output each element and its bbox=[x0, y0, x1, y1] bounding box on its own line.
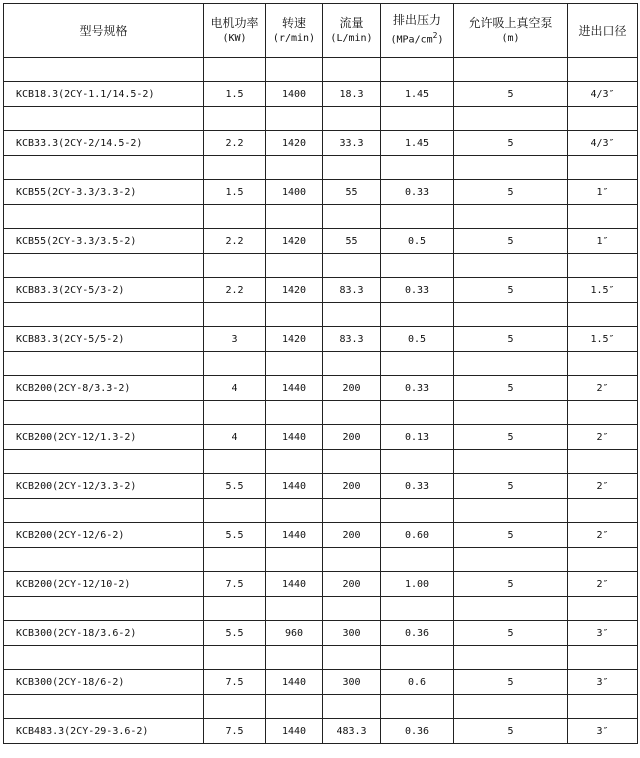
cell-suction: 5 bbox=[454, 621, 568, 646]
cell-speed: 1440 bbox=[266, 572, 323, 597]
cell-port: 2″ bbox=[568, 376, 638, 401]
empty-cell bbox=[4, 646, 204, 670]
empty-cell bbox=[266, 646, 323, 670]
cell-flow: 300 bbox=[323, 670, 381, 695]
empty-cell bbox=[381, 548, 454, 572]
empty-cell bbox=[454, 205, 568, 229]
empty-cell bbox=[381, 156, 454, 180]
cell-model: KCB18.3(2CY-1.1/14.5-2) bbox=[4, 82, 204, 107]
header-port: 进出口径 bbox=[568, 4, 638, 58]
cell-model: KCB200(2CY-12/6-2) bbox=[4, 523, 204, 548]
cell-flow: 18.3 bbox=[323, 82, 381, 107]
empty-cell bbox=[454, 303, 568, 327]
cell-speed: 1440 bbox=[266, 670, 323, 695]
spacer-row bbox=[4, 695, 638, 719]
header-power: 电机功率 (KW) bbox=[204, 4, 266, 58]
empty-cell bbox=[266, 107, 323, 131]
empty-cell bbox=[323, 646, 381, 670]
cell-power: 5.5 bbox=[204, 523, 266, 548]
cell-power: 2.2 bbox=[204, 229, 266, 254]
empty-cell bbox=[323, 401, 381, 425]
table-row bbox=[4, 719, 638, 744]
empty-cell bbox=[381, 352, 454, 376]
empty-cell bbox=[204, 695, 266, 719]
table-row bbox=[4, 621, 638, 646]
empty-cell bbox=[568, 695, 638, 719]
cell-power: 4 bbox=[204, 376, 266, 401]
cell-flow: 200 bbox=[323, 425, 381, 450]
table-row bbox=[4, 474, 638, 499]
cell-speed: 960 bbox=[266, 621, 323, 646]
empty-cell bbox=[454, 401, 568, 425]
empty-cell bbox=[204, 499, 266, 523]
cell-speed: 1420 bbox=[266, 327, 323, 352]
cell-speed: 1400 bbox=[266, 180, 323, 205]
spacer-row bbox=[4, 107, 638, 131]
empty-cell bbox=[4, 205, 204, 229]
empty-cell bbox=[454, 254, 568, 278]
empty-cell bbox=[454, 352, 568, 376]
cell-suction: 5 bbox=[454, 670, 568, 695]
empty-cell bbox=[204, 646, 266, 670]
empty-cell bbox=[568, 58, 638, 82]
cell-speed: 1420 bbox=[266, 229, 323, 254]
cell-speed: 1420 bbox=[266, 278, 323, 303]
spacer-row bbox=[4, 303, 638, 327]
empty-cell bbox=[454, 695, 568, 719]
cell-suction: 5 bbox=[454, 474, 568, 499]
cell-pressure: 0.33 bbox=[381, 376, 454, 401]
cell-speed: 1440 bbox=[266, 523, 323, 548]
cell-suction: 5 bbox=[454, 425, 568, 450]
empty-cell bbox=[568, 548, 638, 572]
empty-cell bbox=[204, 58, 266, 82]
spacer-row bbox=[4, 254, 638, 278]
cell-power: 2.2 bbox=[204, 278, 266, 303]
empty-cell bbox=[454, 499, 568, 523]
empty-cell bbox=[4, 58, 204, 82]
cell-pressure: 1.00 bbox=[381, 572, 454, 597]
cell-port: 1.5″ bbox=[568, 278, 638, 303]
cell-model: KCB200(2CY-8/3.3-2) bbox=[4, 376, 204, 401]
cell-flow: 300 bbox=[323, 621, 381, 646]
empty-cell bbox=[266, 548, 323, 572]
cell-model: KCB200(2CY-12/1.3-2) bbox=[4, 425, 204, 450]
empty-cell bbox=[266, 352, 323, 376]
empty-cell bbox=[204, 303, 266, 327]
spacer-row bbox=[4, 58, 638, 82]
cell-model: KCB300(2CY-18/3.6-2) bbox=[4, 621, 204, 646]
cell-port: 1″ bbox=[568, 180, 638, 205]
cell-power: 5.5 bbox=[204, 474, 266, 499]
cell-flow: 200 bbox=[323, 523, 381, 548]
empty-cell bbox=[4, 597, 204, 621]
empty-cell bbox=[568, 205, 638, 229]
cell-port: 2″ bbox=[568, 474, 638, 499]
header-pressure: 排出压力 $(MPa/cm^2)$ bbox=[381, 4, 454, 58]
cell-flow: 200 bbox=[323, 474, 381, 499]
empty-cell bbox=[323, 107, 381, 131]
cell-pressure: 0.33 bbox=[381, 278, 454, 303]
cell-port: 1″ bbox=[568, 229, 638, 254]
empty-cell bbox=[323, 254, 381, 278]
empty-cell bbox=[323, 156, 381, 180]
empty-cell bbox=[266, 303, 323, 327]
cell-pressure: 0.5 bbox=[381, 327, 454, 352]
empty-cell bbox=[323, 548, 381, 572]
cell-suction: 5 bbox=[454, 229, 568, 254]
empty-cell bbox=[266, 254, 323, 278]
cell-power: 1.5 bbox=[204, 180, 266, 205]
empty-cell bbox=[454, 156, 568, 180]
empty-cell bbox=[381, 695, 454, 719]
cell-pressure: 0.5 bbox=[381, 229, 454, 254]
empty-cell bbox=[323, 597, 381, 621]
spacer-row bbox=[4, 597, 638, 621]
empty-cell bbox=[568, 156, 638, 180]
cell-flow: 55 bbox=[323, 229, 381, 254]
spacer-row bbox=[4, 352, 638, 376]
cell-model: KCB200(2CY-12/10-2) bbox=[4, 572, 204, 597]
empty-cell bbox=[454, 646, 568, 670]
empty-cell bbox=[323, 58, 381, 82]
cell-port: 4/3″ bbox=[568, 131, 638, 156]
empty-cell bbox=[266, 401, 323, 425]
cell-power: 4 bbox=[204, 425, 266, 450]
empty-cell bbox=[266, 499, 323, 523]
empty-cell bbox=[568, 254, 638, 278]
cell-model: KCB55(2CY-3.3/3.5-2) bbox=[4, 229, 204, 254]
cell-model: KCB300(2CY-18/6-2) bbox=[4, 670, 204, 695]
cell-port: 2″ bbox=[568, 572, 638, 597]
spacer-row bbox=[4, 646, 638, 670]
cell-speed: 1440 bbox=[266, 376, 323, 401]
cell-suction: 5 bbox=[454, 327, 568, 352]
empty-cell bbox=[381, 58, 454, 82]
spacer-row bbox=[4, 499, 638, 523]
empty-cell bbox=[4, 352, 204, 376]
cell-suction: 5 bbox=[454, 180, 568, 205]
cell-flow: 200 bbox=[323, 376, 381, 401]
empty-cell bbox=[381, 450, 454, 474]
cell-power: 7.5 bbox=[204, 572, 266, 597]
spacer-row bbox=[4, 401, 638, 425]
cell-model: KCB200(2CY-12/3.3-2) bbox=[4, 474, 204, 499]
cell-flow: 33.3 bbox=[323, 131, 381, 156]
empty-cell bbox=[4, 548, 204, 572]
spacer-row bbox=[4, 450, 638, 474]
table-row bbox=[4, 229, 638, 254]
empty-cell bbox=[323, 352, 381, 376]
empty-cell bbox=[266, 597, 323, 621]
cell-port: 1.5″ bbox=[568, 327, 638, 352]
empty-cell bbox=[454, 450, 568, 474]
empty-cell bbox=[204, 401, 266, 425]
empty-cell bbox=[4, 156, 204, 180]
empty-cell bbox=[323, 450, 381, 474]
empty-cell bbox=[266, 695, 323, 719]
empty-cell bbox=[454, 58, 568, 82]
cell-power: 2.2 bbox=[204, 131, 266, 156]
empty-cell bbox=[454, 548, 568, 572]
empty-cell bbox=[323, 303, 381, 327]
empty-cell bbox=[4, 107, 204, 131]
empty-cell bbox=[4, 303, 204, 327]
empty-cell bbox=[266, 450, 323, 474]
empty-cell bbox=[323, 205, 381, 229]
empty-cell bbox=[381, 303, 454, 327]
header-model: 型号规格 bbox=[4, 4, 204, 58]
cell-port: 3″ bbox=[568, 670, 638, 695]
cell-pressure: 0.6 bbox=[381, 670, 454, 695]
empty-cell bbox=[266, 58, 323, 82]
table-row bbox=[4, 572, 638, 597]
empty-cell bbox=[454, 107, 568, 131]
empty-cell bbox=[381, 254, 454, 278]
spacer-row bbox=[4, 205, 638, 229]
empty-cell bbox=[568, 597, 638, 621]
cell-power: 7.5 bbox=[204, 719, 266, 744]
cell-model: KCB55(2CY-3.3/3.3-2) bbox=[4, 180, 204, 205]
cell-flow: 55 bbox=[323, 180, 381, 205]
empty-cell bbox=[204, 156, 266, 180]
cell-suction: 5 bbox=[454, 278, 568, 303]
empty-cell bbox=[266, 205, 323, 229]
cell-speed: 1440 bbox=[266, 474, 323, 499]
cell-power: 1.5 bbox=[204, 82, 266, 107]
empty-cell bbox=[204, 548, 266, 572]
empty-cell bbox=[204, 352, 266, 376]
empty-cell bbox=[204, 597, 266, 621]
cell-pressure: 0.33 bbox=[381, 474, 454, 499]
empty-cell bbox=[4, 401, 204, 425]
cell-speed: 1400 bbox=[266, 82, 323, 107]
empty-cell bbox=[568, 450, 638, 474]
empty-cell bbox=[568, 646, 638, 670]
cell-pressure: 0.36 bbox=[381, 719, 454, 744]
cell-power: 7.5 bbox=[204, 670, 266, 695]
cell-flow: 83.3 bbox=[323, 327, 381, 352]
empty-cell bbox=[4, 499, 204, 523]
empty-cell bbox=[4, 450, 204, 474]
cell-speed: 1440 bbox=[266, 719, 323, 744]
empty-cell bbox=[568, 499, 638, 523]
cell-model: KCB83.3(2CY-5/5-2) bbox=[4, 327, 204, 352]
cell-suction: 5 bbox=[454, 719, 568, 744]
empty-cell bbox=[204, 254, 266, 278]
cell-suction: 5 bbox=[454, 131, 568, 156]
cell-pressure: 0.60 bbox=[381, 523, 454, 548]
cell-pressure: 1.45 bbox=[381, 82, 454, 107]
cell-port: 2″ bbox=[568, 425, 638, 450]
empty-cell bbox=[204, 450, 266, 474]
table-row bbox=[4, 523, 638, 548]
cell-suction: 5 bbox=[454, 523, 568, 548]
cell-power: 3 bbox=[204, 327, 266, 352]
cell-speed: 1440 bbox=[266, 425, 323, 450]
empty-cell bbox=[4, 254, 204, 278]
spacer-row bbox=[4, 156, 638, 180]
cell-flow: 200 bbox=[323, 572, 381, 597]
empty-cell bbox=[381, 646, 454, 670]
empty-cell bbox=[568, 401, 638, 425]
cell-model: KCB483.3(2CY-29-3.6-2) bbox=[4, 719, 204, 744]
empty-cell bbox=[4, 695, 204, 719]
cell-suction: 5 bbox=[454, 82, 568, 107]
spacer-row bbox=[4, 548, 638, 572]
cell-suction: 5 bbox=[454, 376, 568, 401]
cell-port: 3″ bbox=[568, 719, 638, 744]
empty-cell bbox=[568, 303, 638, 327]
pump-spec-table bbox=[3, 3, 638, 744]
table-row bbox=[4, 180, 638, 205]
table-row bbox=[4, 376, 638, 401]
cell-pressure: 0.33 bbox=[381, 180, 454, 205]
empty-cell bbox=[568, 107, 638, 131]
cell-port: 2″ bbox=[568, 523, 638, 548]
cell-power: 5.5 bbox=[204, 621, 266, 646]
cell-port: 3″ bbox=[568, 621, 638, 646]
cell-flow: 483.3 bbox=[323, 719, 381, 744]
cell-port: 4/3″ bbox=[568, 82, 638, 107]
empty-cell bbox=[381, 205, 454, 229]
empty-cell bbox=[323, 499, 381, 523]
header-row bbox=[4, 4, 638, 58]
empty-cell bbox=[454, 597, 568, 621]
empty-cell bbox=[204, 107, 266, 131]
table-row bbox=[4, 425, 638, 450]
empty-cell bbox=[381, 499, 454, 523]
empty-cell bbox=[568, 352, 638, 376]
table-row bbox=[4, 327, 638, 352]
empty-cell bbox=[381, 107, 454, 131]
header-suction: 允许吸上真空泵 (m) bbox=[454, 4, 568, 58]
header-flow: 流量 (L/min) bbox=[323, 4, 381, 58]
empty-cell bbox=[381, 401, 454, 425]
empty-cell bbox=[204, 205, 266, 229]
empty-cell bbox=[323, 695, 381, 719]
cell-speed: 1420 bbox=[266, 131, 323, 156]
cell-pressure: 0.36 bbox=[381, 621, 454, 646]
table-row bbox=[4, 131, 638, 156]
cell-pressure: 0.13 bbox=[381, 425, 454, 450]
table-row bbox=[4, 278, 638, 303]
cell-model: KCB83.3(2CY-5/3-2) bbox=[4, 278, 204, 303]
cell-suction: 5 bbox=[454, 572, 568, 597]
table-row bbox=[4, 670, 638, 695]
table-row bbox=[4, 82, 638, 107]
cell-flow: 83.3 bbox=[323, 278, 381, 303]
cell-pressure: 1.45 bbox=[381, 131, 454, 156]
cell-model: KCB33.3(2CY-2/14.5-2) bbox=[4, 131, 204, 156]
empty-cell bbox=[381, 597, 454, 621]
header-speed: 转速 (r/min) bbox=[266, 4, 323, 58]
empty-cell bbox=[266, 156, 323, 180]
